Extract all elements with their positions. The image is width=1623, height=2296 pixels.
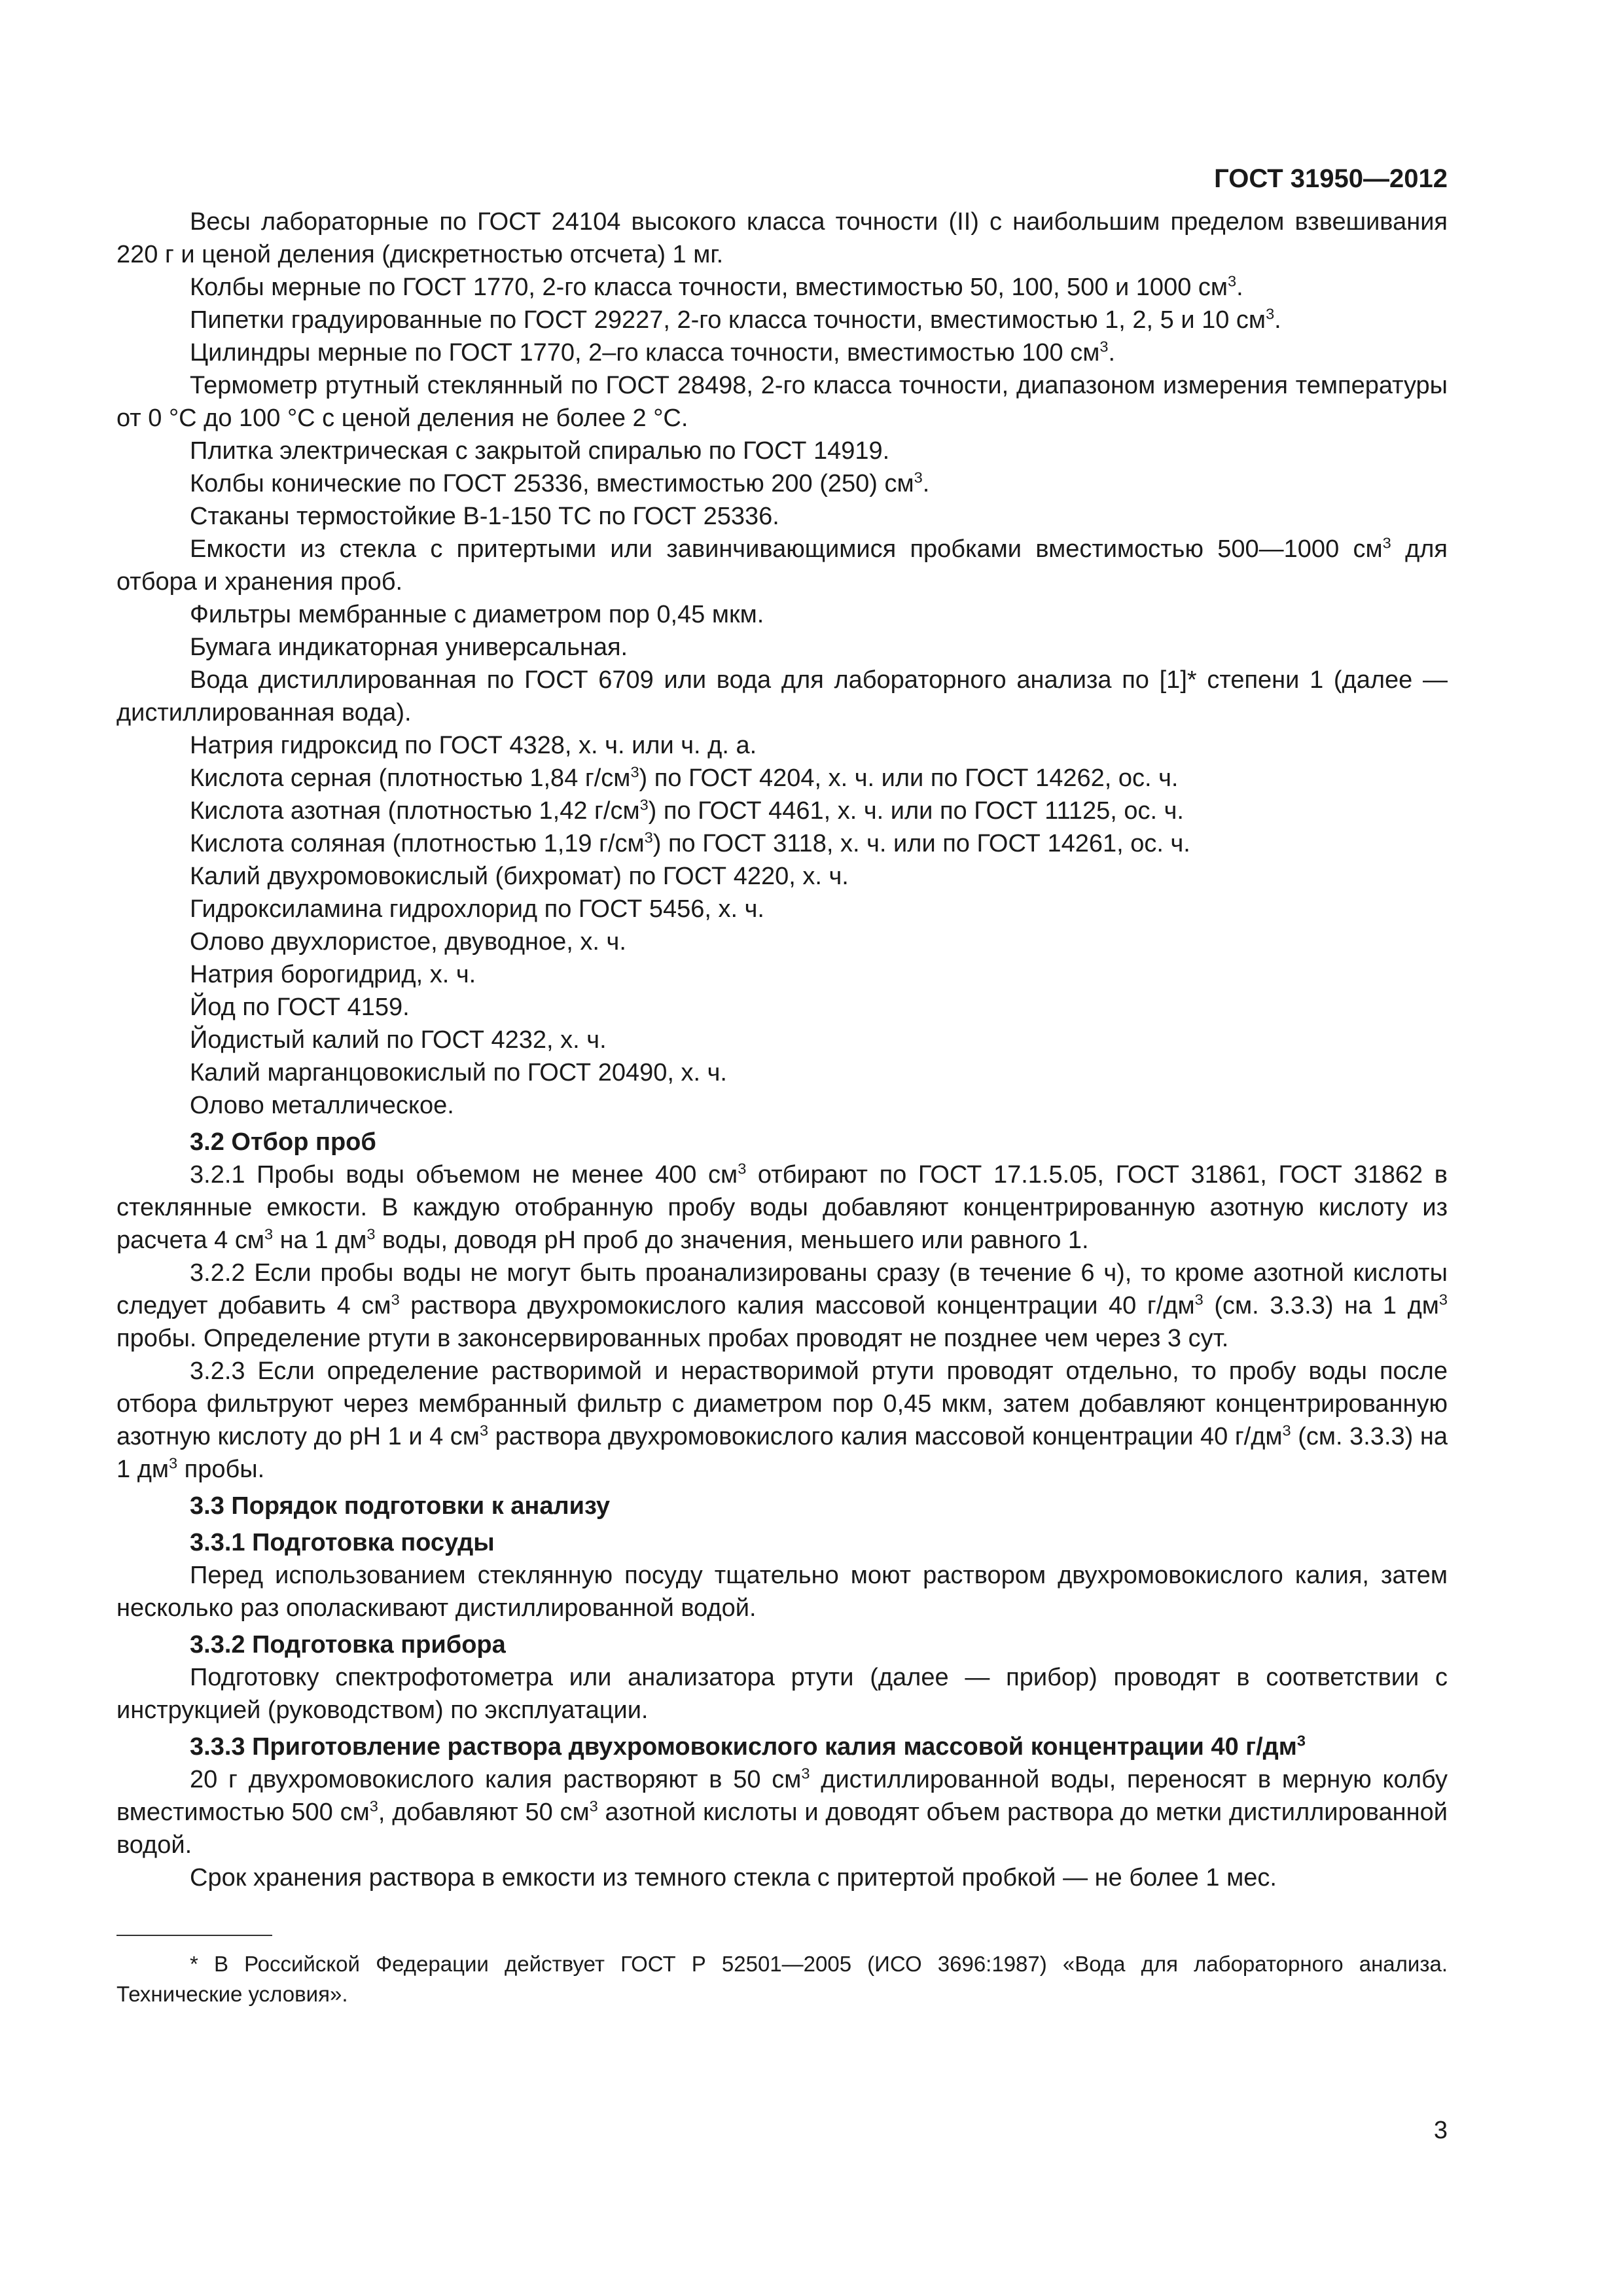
equipment-item: Стаканы термостойкие В-1-150 ТС по ГОСТ 25336. (190, 503, 779, 530)
equipment-item: Колбы конические по ГОСТ 25336, вместимостью 200 (250) $см^3$. (190, 469, 930, 497)
equipment-item: Йодистый калий по ГОСТ 4232, х. ч. (190, 1026, 607, 1054)
equipment-item: Натрия борогидрид, х. ч. (190, 961, 476, 988)
page-number: 3 (1433, 2117, 1448, 2144)
equipment-item: Калий марганцовокислый по ГОСТ 20490, х. ч. (190, 1059, 727, 1086)
section-heading-3-2: 3.2 Отбор проб (190, 1128, 376, 1156)
paragraph-3-3-3-b: Срок хранения раствора в емкости из темного стекла с притертой пробкой — не более 1 мес. (190, 1864, 1277, 1892)
equipment-item: Натрия гидроксид по ГОСТ 4328, х. ч. или ч. д. а. (190, 732, 757, 759)
equipment-item: Кислота соляная (плотностью 1,19 $г/см^3$) по ГОСТ 3118, х. ч. или по ГОСТ 14261, ос. ч. (190, 829, 1190, 857)
section-heading-3-3-1: 3.3.1 Подготовка посуды (190, 1529, 495, 1556)
paragraph-3-3-3-a: 20 г двухромовокислого калия растворяют в 50 $см^3$ дистиллированной воды, переносят в мерную колбу вместимостью 500 $см^3$, добавляют 50 $см^3$ азотной кислоты и доводят объем раствора до метки дистиллированной водой. (116, 1765, 1448, 1859)
equipment-item: Термометр ртутный стеклянный по ГОСТ 28498, 2-го класса точности, диапазоном измерения температуры от 0 °С до 100 °С с ценой деления не более 2 °С. (116, 372, 1448, 432)
paragraph-3-2-1: 3.2.1 Пробы воды объемом не менее 400 $см^3$ отбирают по ГОСТ 17.1.5.05, ГОСТ 31861, ГОСТ 31862 в стеклянные емкости. В каждую отобранную пробу воды добавляют концентрированную азотную кислоту из расчета 4 $см^3$ на 1 $дм^3$ воды, доводя pH проб до значения, меньшего или равного 1. (116, 1160, 1448, 1254)
equipment-item: Колбы мерные по ГОСТ 1770, 2-го класса точности, вместимостью 50, 100, 500 и 1000 $см^3$. (190, 272, 1243, 301)
equipment-item: Олово металлическое. (190, 1092, 454, 1119)
equipment-item: Пипетки градуированные по ГОСТ 29227, 2-го класса точности, вместимостью 1, 2, 5 и 10 $см^3$. (190, 305, 1281, 334)
equipment-item: Плитка электрическая с закрытой спиралью по ГОСТ 14919. (190, 437, 890, 465)
equipment-item: Цилиндры мерные по ГОСТ 1770, 2–го класса точности, вместимостью 100 $см^3$. (190, 338, 1116, 367)
equipment-item: Калий двухромовокислый (бихромат) по ГОСТ 4220, х. ч. (190, 863, 849, 890)
equipment-item: Гидроксиламина гидрохлорид по ГОСТ 5456, х. ч. (190, 895, 764, 923)
footnote-divider (116, 1935, 272, 1936)
paragraph-3-2-2: 3.2.2 Если пробы воды не могут быть проанализированы сразу (в течение 6 ч), то кроме азотной кислоты следует добавить 4 $см^3$ раствора двухромокислого калия массовой концентрации 40 $г/дм^3$ (см. 3.3.3) на 1 $дм^3$ пробы. Определение ртути в законсервированных пробах проводят не позднее чем через 3 сут. (116, 1259, 1448, 1352)
equipment-list (116, 206, 1448, 1122)
equipment-item: Кислота азотная (плотностью 1,42 $г/см^3$) по ГОСТ 4461, х. ч. или по ГОСТ 11125, ос. ч. (190, 796, 1184, 825)
paragraph-3-2-3: 3.2.3 Если определение растворимой и нерастворимой ртути проводят отдельно, то пробу воды после отбора фильтруют через мембранный фильтр с диаметром пор 0,45 мкм, затем добавляют концентрированную азотную кислоту до pH 1 и 4 $см^3$ раствора двухромовокислого калия массовой концентрации 40 $г/дм^3$ (см. 3.3.3) на 1 $дм^3$ пробы. (116, 1357, 1448, 1483)
equipment-item: Олово двухлористое, двуводное, х. ч. (190, 928, 626, 956)
paragraph-3-3-1: Перед использованием стеклянную посуду тщательно моют раствором двухромовокислого калия, затем несколько раз ополаскивают дистиллированной водой. (116, 1562, 1448, 1622)
footnote: * В Российской Федерации действует ГОСТ Р 52501—2005 (ИСО 3696:1987) «Вода для лабораторного анализа. Технические условия». (116, 1952, 1448, 2006)
section-heading-3-3: 3.3 Порядок подготовки к анализу (190, 1492, 611, 1520)
equipment-item: Бумага индикаторная универсальная. (190, 634, 628, 661)
section-heading-3-3-2: 3.3.2 Подготовка прибора (190, 1631, 506, 1659)
equipment-item: Кислота серная (плотностью 1,84 $г/см^3$) по ГОСТ 4204, х. ч. или по ГОСТ 14262, ос. ч. (190, 763, 1179, 792)
document-header: ГОСТ 31950—2012 (1214, 164, 1448, 193)
paragraph-3-3-2: Подготовку спектрофотометра или анализатора ртути (далее — прибор) проводят в соответствии с инструкцией (руководством) по эксплуатации. (116, 1664, 1448, 1724)
equipment-item: Йод по ГОСТ 4159. (190, 994, 410, 1021)
equipment-item: Фильтры мембранные с диаметром пор 0,45 мкм. (190, 601, 764, 628)
equipment-item: Вода дистиллированная по ГОСТ 6709 или вода для лабораторного анализа по [1]* степени 1 (далее — дистиллированная вода). (116, 666, 1448, 726)
equipment-item: Емкости из стекла с притертыми или завинчивающимися пробками вместимостью 500—1000 $см^3$ для отбора и хранения проб. (116, 534, 1448, 596)
section-heading-3-3-3: 3.3.3 Приготовление раствора двухромовокислого калия массовой концентрации 40 $г/дм^3$ (190, 1732, 1306, 1761)
equipment-item: Весы лабораторные по ГОСТ 24104 высокого класса точности (II) с наибольшим пределом взвешивания 220 г и ценой деления (дискретностью отсчета) 1 мг. (116, 208, 1448, 268)
